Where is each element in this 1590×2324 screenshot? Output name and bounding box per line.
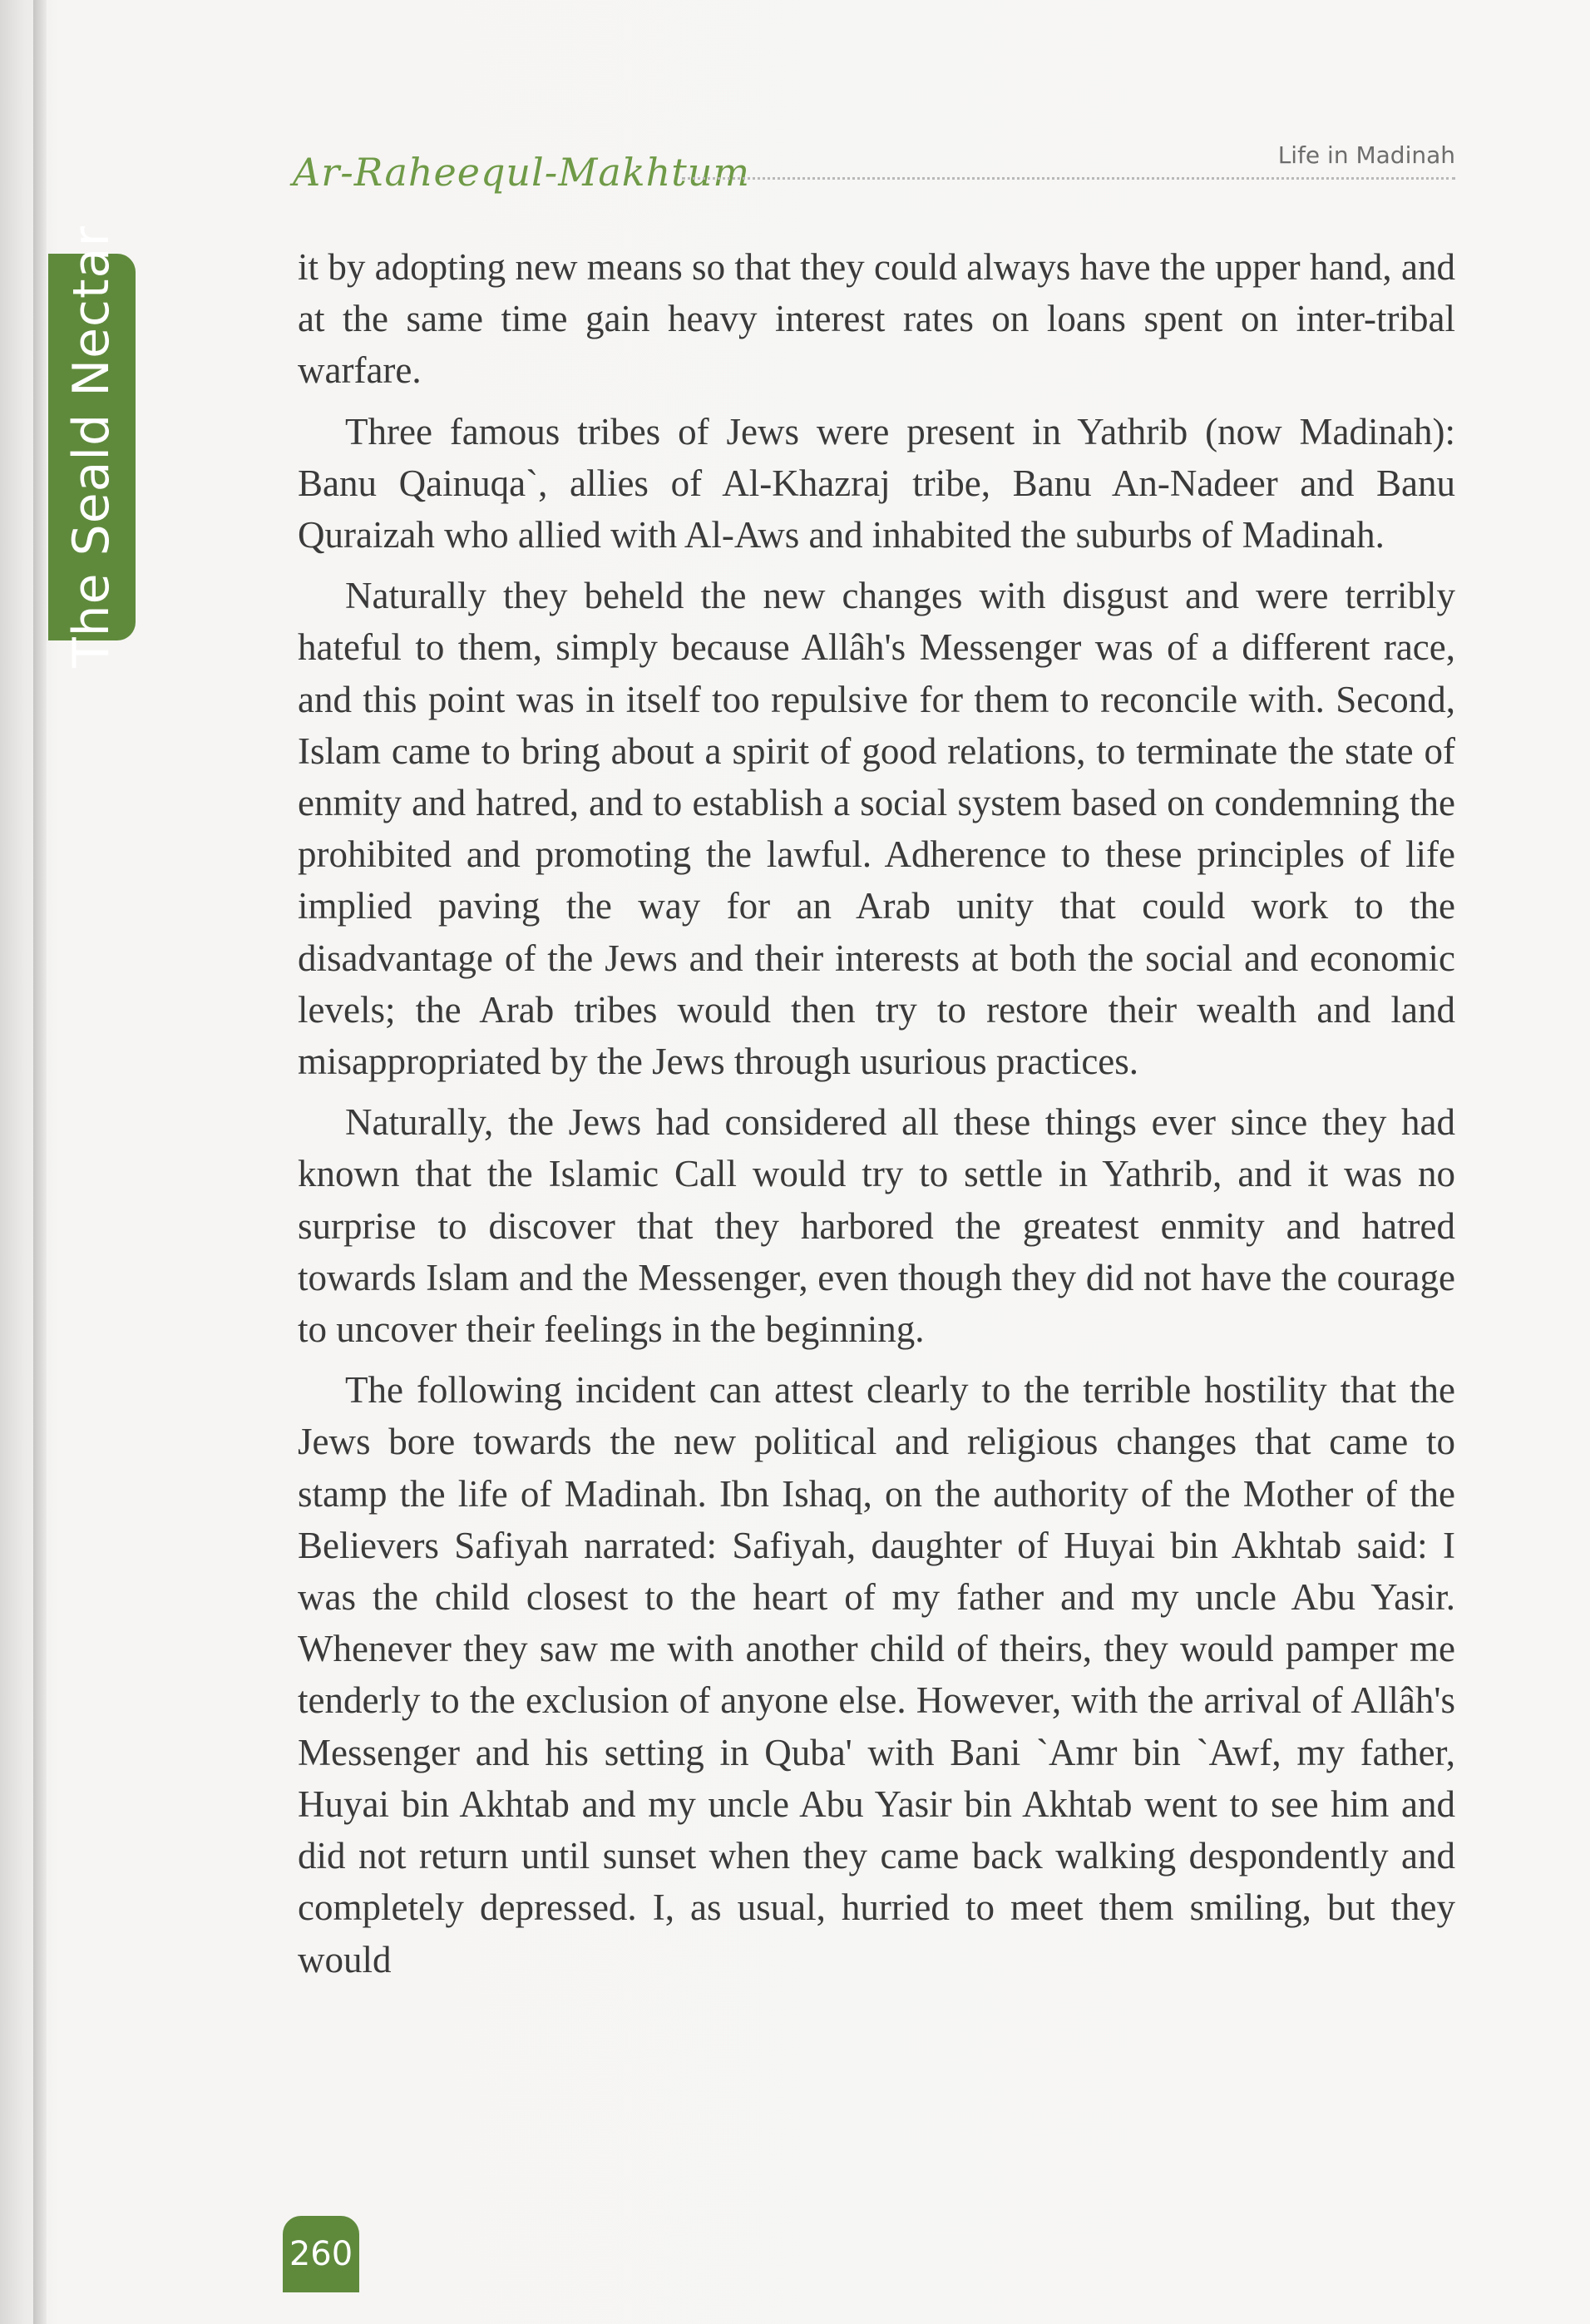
paragraph-1: it by adopting new means so that they could always have the upper hand, and at the same time gain heavy interest rates on loans spent on inter-tribal warfare. <box>298 246 1455 392</box>
page-spine-shadow <box>33 0 47 2324</box>
paragraph-5: The following incident can attest clearly to the terrible hostility that the Jews bore towards the new political and religious changes that came to stamp the life of Madinah. Ibn Ishaq, on the authority of the Mother of the Believers Safiyah narrated: Safiyah, daughter of Huyai bin Akhtab said: I was the child closest to the heart of my father and my uncle Abu Yasir. Whenever they saw me with another child of theirs, they would pamper me tenderly to the exclusion of anyone else. However, with the arrival of Allâh's Messenger and his setting in Quba' with Bani `Amr bin `Awf, my father, Huyai bin Akhtab and my uncle Abu Yasir bin Akhtab went to see him and did not return until sunset when they came back walking despondently and completely depressed. I, as usual, hurried to meet them smiling, but they would <box>298 1369 1455 1980</box>
side-tab-label: The Seald Nectar <box>62 225 121 669</box>
running-header-book-title: Ar-Raheequl-Makhtum <box>293 150 751 195</box>
running-header-chapter: Life in Madinah <box>1277 141 1455 169</box>
body-text <box>298 241 1455 1995</box>
page-number: 260 <box>283 2216 359 2292</box>
paragraph-4: Naturally, the Jews had considered all these things ever since they had known that the Islamic Call would try to settle in Yathrib, and it was no surprise to discover that they harbored the greatest enmity and hatred towards Islam and the Messenger, even though they did not have the courage to uncover their feelings in the beginning. <box>298 1101 1455 1351</box>
header-dotted-rule <box>682 177 1455 180</box>
paragraph-3: Naturally they beheld the new changes with disgust and were terribly hateful to them, simply because Allâh's Messenger was of a different race, and this point was in itself too repulsive for them to reconcile with. Second, Islam came to bring about a spirit of good relations, to terminate the state of enmity and hatred, and to establish a social system based on condemning the prohibited and promoting the lawful. Adherence to these principles of life implied paving the way for an Arab unity that could work to the disadvantage of the Jews and their interests at both the social and economic levels; the Arab tribes would then try to restore their wealth and land misappropriated by the Jews through usurious practices. <box>298 575 1455 1083</box>
paragraph-2: Three famous tribes of Jews were present in Yathrib (now Madinah): Banu Qainuqa`, allies of Al-Khazraj tribe, Banu An-Nadeer and Banu Quraizah who allied with Al-Aws and inhabited the suburbs of Madinah. <box>298 410 1455 556</box>
